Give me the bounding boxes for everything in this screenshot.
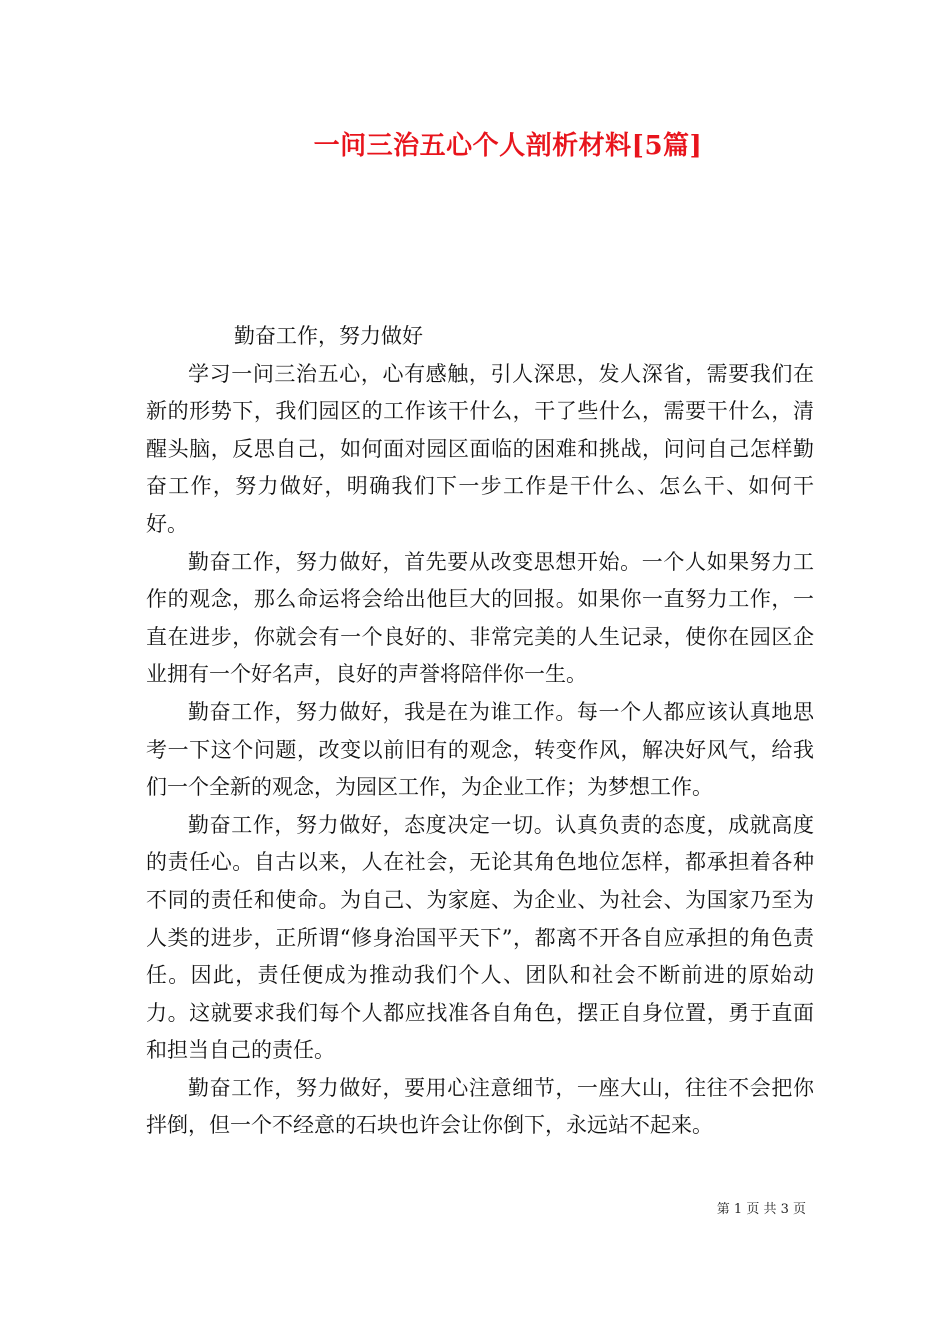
page-indicator: 第 1 页 共 3 页 — [716, 1202, 806, 1217]
document-body — [146, 318, 814, 1145]
document-title: 一问三治五心个人剖析材料[5篇] — [313, 131, 703, 161]
paragraph-5: 勤奋工作，努力做好，要用心注意细节，一座大山，往往不会把你拌倒，但一个不经意的石块也许会让你倒下，永远站不起来。 — [146, 1075, 814, 1138]
paragraph-1: 学习一问三治五心，心有感触，引人深思，发人深省，需要我们在新的形势下，我们园区的工作该干什么，干了些什么，需要干什么，清醒头脑，反思自己，如何面对园区面临的困难和挑战，问问自己怎样勤奋工作，努力做好，明确我们下一步工作是干什么、怎么干、如何干好。 — [146, 361, 814, 536]
section-subheading: 勤奋工作，努力做好 — [234, 324, 423, 348]
paragraph-2: 勤奋工作，努力做好，首先要从改变思想开始。一个人如果努力工作的观念，那么命运将会给出他巨大的回报。如果你一直努力工作，一直在进步，你就会有一个良好的、非常完美的人生记录，使你在园区企业拥有一个好名声，良好的声誉将陪伴你一生。 — [146, 549, 814, 687]
paragraph-4: 勤奋工作，努力做好，态度决定一切。认真负责的态度，成就高度的责任心。自古以来，人在社会，无论其角色地位怎样，都承担着各种不同的责任和使命。为自己、为家庭、为企业、为社会、为国家乃至为人类的进步，正所谓“修身治国平天下”，都离不开各自应承担的角色责任。因此，责任便成为推动我们个人、团队和社会不断前进的原始动力。这就要求我们每个人都应找准各自角色，摆正自身位置，勇于直面和担当自己的责任。 — [146, 812, 814, 1063]
paragraph-3: 勤奋工作，努力做好，我是在为谁工作。每一个人都应该认真地思考一下这个问题，改变以前旧有的观念，转变作风，解决好风气，给我们一个全新的观念，为园区工作，为企业工作；为梦想工作。 — [146, 699, 814, 800]
